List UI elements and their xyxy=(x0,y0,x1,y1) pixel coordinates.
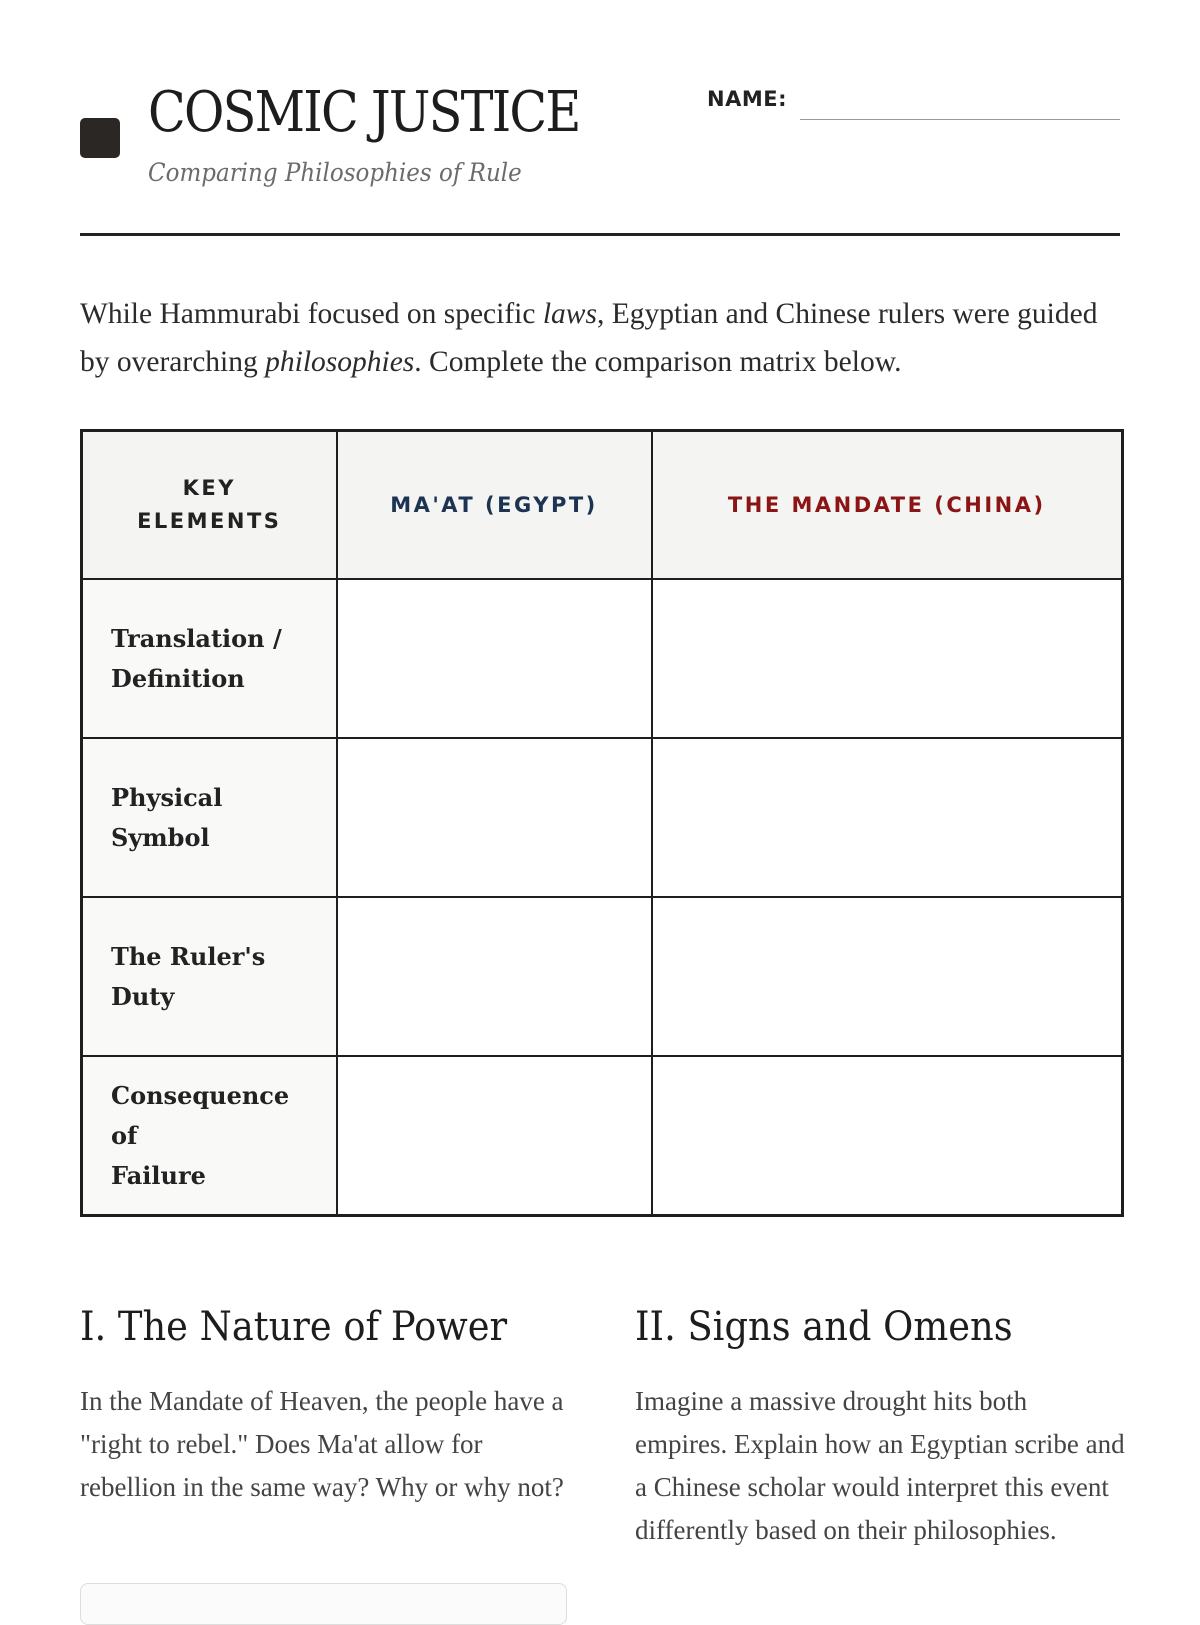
row-label-line2: Symbol xyxy=(111,822,210,852)
page-subtitle: Comparing Philosophies of Rule xyxy=(148,158,522,187)
row-label-translation xyxy=(82,579,337,738)
answer-box-section-1[interactable] xyxy=(80,1583,567,1625)
cell-egypt-symbol[interactable] xyxy=(337,738,652,897)
header-key-line1: KEY xyxy=(182,476,236,500)
matrix-header-row xyxy=(82,431,1123,580)
section-prompt: Imagine a massive drought hits both empires. Explain how an Egyptian scribe and a Chinese scholar would interpret this event differently based on their philosophies. xyxy=(635,1386,1125,1545)
row-label-line2: Definition xyxy=(111,663,245,693)
intro-text-1: While Hammurabi focused on specific xyxy=(80,298,543,330)
cell-egypt-consequence[interactable] xyxy=(337,1056,652,1216)
intro-text-3: . Complete the comparison matrix below. xyxy=(414,346,902,378)
cell-china-translation[interactable] xyxy=(652,579,1123,738)
row-label-line1: Translation / xyxy=(111,623,282,653)
section-signs-and-omens xyxy=(635,1300,1125,1552)
intro-emphasis-laws: laws xyxy=(542,298,597,330)
header-mandate-china: THE MANDATE (CHINA) xyxy=(652,431,1123,580)
table-row xyxy=(82,579,1123,738)
row-label-line1: Physical xyxy=(111,782,223,812)
table-row xyxy=(82,1056,1123,1216)
row-label-symbol xyxy=(82,738,337,897)
cell-egypt-duty[interactable] xyxy=(337,897,652,1056)
intro-paragraph xyxy=(80,290,1125,386)
row-label-duty xyxy=(82,897,337,1056)
row-label-line1: The Ruler's xyxy=(111,941,266,971)
worksheet-page xyxy=(80,0,1125,1600)
comparison-matrix xyxy=(80,429,1124,1217)
section-title: II. Signs and Omens xyxy=(635,1304,1013,1350)
table-row xyxy=(82,897,1123,1056)
worksheet-header xyxy=(80,70,1120,235)
intro-emphasis-philosophies: philosophies xyxy=(265,346,415,378)
row-label-consequence xyxy=(82,1056,337,1216)
cell-china-duty[interactable] xyxy=(652,897,1123,1056)
row-label-line2: Duty xyxy=(111,981,175,1011)
table-row xyxy=(82,738,1123,897)
header-key-elements xyxy=(82,431,337,580)
cell-china-consequence[interactable] xyxy=(652,1056,1123,1216)
name-label: NAME: xyxy=(707,87,787,111)
header-maat-egypt: MA'AT (EGYPT) xyxy=(337,431,652,580)
cell-egypt-translation[interactable] xyxy=(337,579,652,738)
row-label-line2: Failure xyxy=(111,1160,206,1190)
section-prompt: In the Mandate of Heaven, the people have a "right to rebel." Does Ma'at allow for rebellion in the same way? Why or why not? xyxy=(80,1386,564,1502)
intro-text-2: , Egyptian and Chinese rulers were guided by overarching xyxy=(80,298,1098,378)
name-field-line[interactable] xyxy=(800,119,1120,120)
section-nature-of-power xyxy=(80,1300,570,1509)
cell-china-symbol[interactable] xyxy=(652,738,1123,897)
row-label-line1: Consequence of xyxy=(111,1080,290,1150)
section-title: I. The Nature of Power xyxy=(80,1304,508,1350)
header-key-line2: ELEMENTS xyxy=(137,509,282,533)
logo-square-icon xyxy=(80,118,120,158)
header-divider xyxy=(80,233,1120,236)
page-title: COSMIC JUSTICE xyxy=(148,80,580,145)
